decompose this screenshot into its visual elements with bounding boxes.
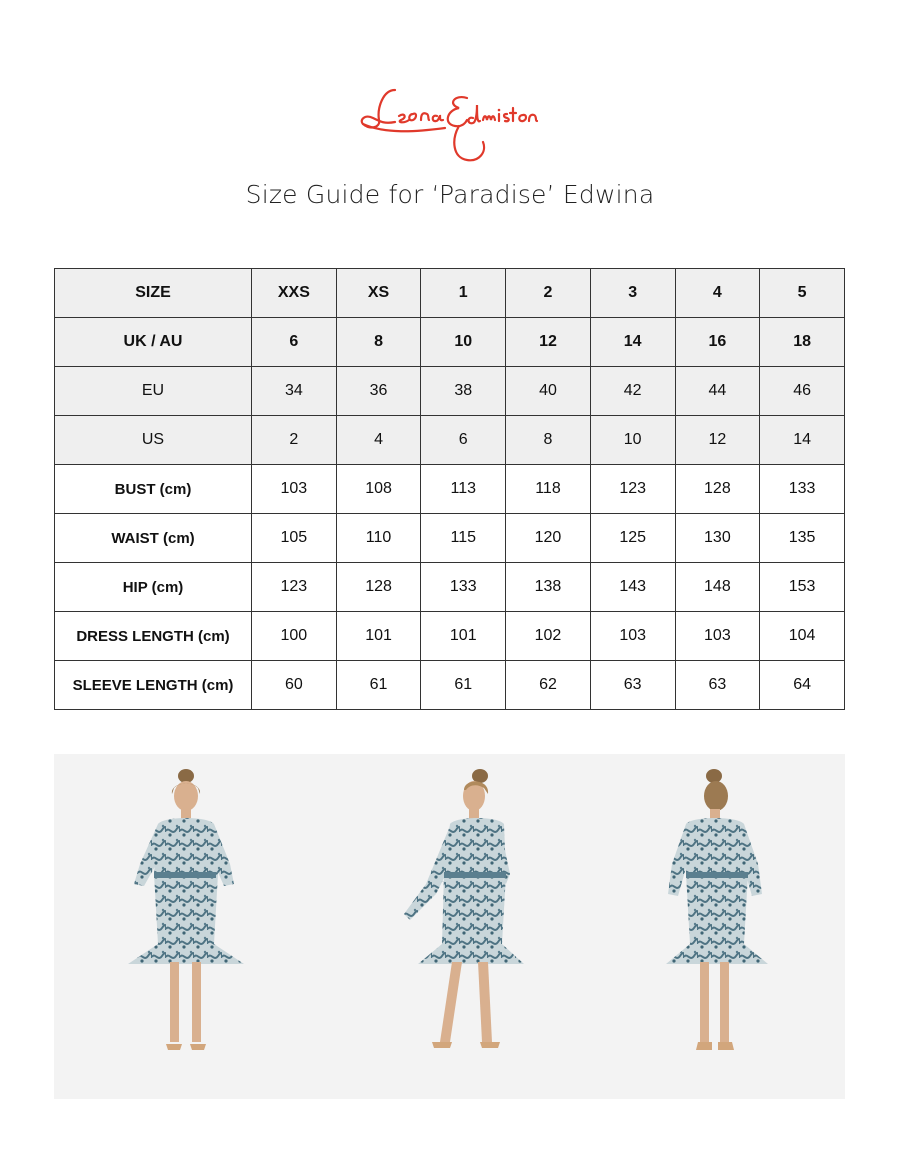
table-cell: 148 [675,563,760,612]
row-label: SIZE [55,269,252,318]
table-cell: 100 [252,612,337,661]
table-row [55,514,845,563]
table-cell: 113 [421,465,506,514]
table-cell: 4 [336,416,421,465]
table-cell: 42 [590,367,675,416]
table-cell: 2 [506,269,591,318]
table-cell: 6 [252,318,337,367]
row-label: HIP (cm) [55,563,252,612]
table-cell: 103 [590,612,675,661]
row-label: SLEEVE LENGTH (cm) [55,661,252,710]
table-cell: 123 [590,465,675,514]
table-cell: 64 [760,661,845,710]
table-cell: 8 [336,318,421,367]
table-row [55,269,845,318]
table-row [55,563,845,612]
table-cell: 63 [675,661,760,710]
table-cell: 101 [336,612,421,661]
table-cell: 61 [421,661,506,710]
table-cell: 60 [252,661,337,710]
table-cell: 128 [336,563,421,612]
table-row [55,318,845,367]
table-cell: 118 [506,465,591,514]
table-cell: 10 [590,416,675,465]
table-cell: 18 [760,318,845,367]
table-cell: 105 [252,514,337,563]
table-cell: 44 [675,367,760,416]
row-label: BUST (cm) [55,465,252,514]
table-cell: 63 [590,661,675,710]
table-cell: 14 [590,318,675,367]
table-cell: 128 [675,465,760,514]
table-cell: 138 [506,563,591,612]
table-cell: 104 [760,612,845,661]
table-cell: 3 [590,269,675,318]
table-cell: 14 [760,416,845,465]
table-cell: 108 [336,465,421,514]
table-row [55,416,845,465]
model-side-view [404,769,524,1048]
model-back-view [666,769,768,1050]
table-cell: 46 [760,367,845,416]
table-cell: 2 [252,416,337,465]
model-photos [54,754,845,1099]
table-cell: 8 [506,416,591,465]
table-row [55,612,845,661]
product-photo-strip [54,754,845,1099]
table-cell: 36 [336,367,421,416]
table-cell: 61 [336,661,421,710]
table-cell: 143 [590,563,675,612]
row-label: WAIST (cm) [55,514,252,563]
table-row [55,465,845,514]
model-front-view [128,769,244,1050]
table-cell: 6 [421,416,506,465]
table-cell: 38 [421,367,506,416]
table-row [55,661,845,710]
table-cell: 102 [506,612,591,661]
table-cell: 115 [421,514,506,563]
table-cell: 130 [675,514,760,563]
table-cell: 1 [421,269,506,318]
table-cell: 40 [506,367,591,416]
table-cell: 101 [421,612,506,661]
brand-logo [355,62,545,152]
table-cell: 12 [506,318,591,367]
table-cell: 12 [675,416,760,465]
size-table [54,268,845,710]
table-cell: 110 [336,514,421,563]
table-cell: 135 [760,514,845,563]
row-label: US [55,416,252,465]
table-cell: 133 [421,563,506,612]
table-cell: 34 [252,367,337,416]
table-cell: 16 [675,318,760,367]
table-cell: 103 [675,612,760,661]
row-label: UK / AU [55,318,252,367]
table-cell: 10 [421,318,506,367]
table-cell: 120 [506,514,591,563]
table-cell: 103 [252,465,337,514]
table-cell: 123 [252,563,337,612]
row-label: EU [55,367,252,416]
row-label: DRESS LENGTH (cm) [55,612,252,661]
table-row [55,367,845,416]
brand-logo-script [355,80,545,170]
table-cell: 4 [675,269,760,318]
table-cell: 62 [506,661,591,710]
table-cell: 125 [590,514,675,563]
page-title: Size Guide for ‘Paradise’ Edwina [245,180,655,209]
table-cell: 5 [760,269,845,318]
table-cell: XS [336,269,421,318]
table-cell: 133 [760,465,845,514]
table-cell: 153 [760,563,845,612]
table-cell: XXS [252,269,337,318]
